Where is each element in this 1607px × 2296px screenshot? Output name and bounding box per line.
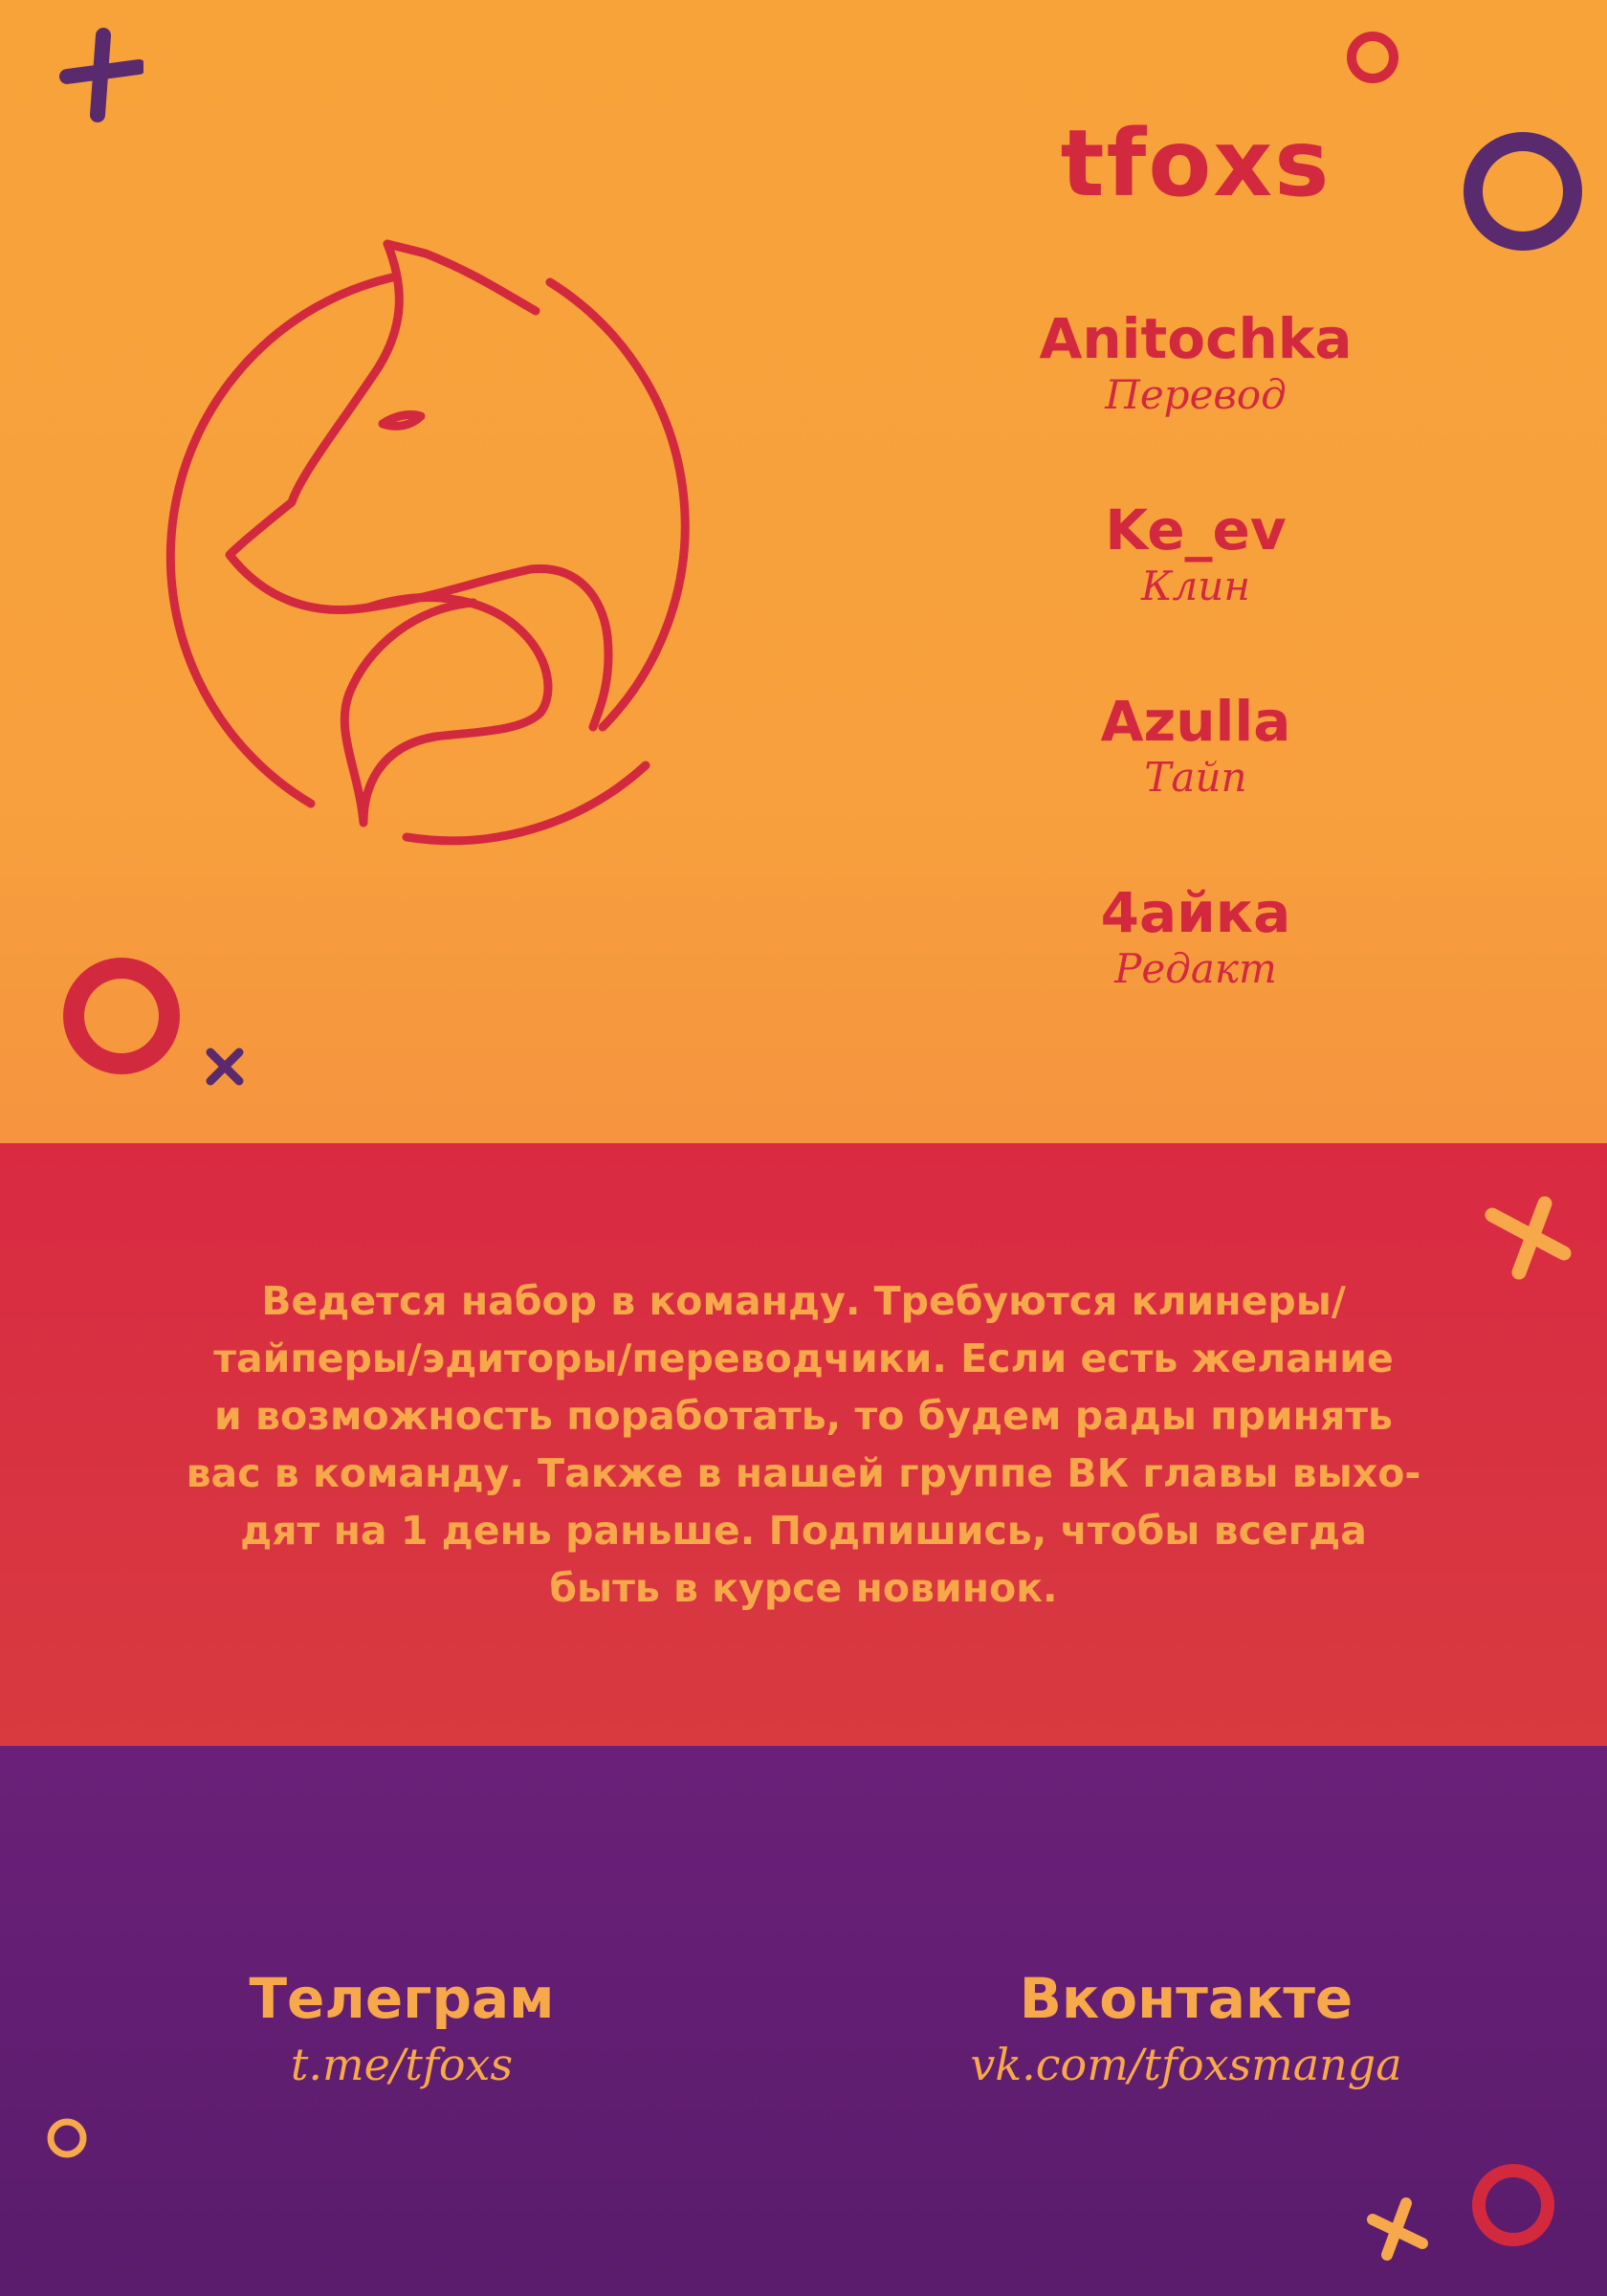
team-member (1004, 497, 1387, 609)
circle-icon (1464, 2157, 1559, 2253)
team-member (1004, 689, 1387, 801)
announcement-line: Ведется набор в команду. Требуются клинеры/ (261, 1278, 1346, 1324)
member-role: Перевод (1105, 371, 1287, 418)
announcement-line: вас в команду. Также в нашей группе ВК главы выхо- (186, 1450, 1421, 1496)
announcement-line: дят на 1 день раньше. Подпишись, чтобы всегда (240, 1508, 1367, 1554)
circle-icon (57, 952, 187, 1081)
circle-icon (43, 2114, 91, 2162)
announcement-line: тайперы/эдиторы/переводчики. Если есть желание (213, 1336, 1394, 1381)
fox-logo-icon (148, 234, 751, 894)
member-name: Anitochka (1039, 306, 1353, 371)
member-name: Azulla (1100, 689, 1291, 754)
plus-icon (48, 24, 143, 124)
cross-icon (1363, 2196, 1430, 2263)
member-role: Редакт (1114, 945, 1277, 992)
cross-icon (201, 1043, 249, 1091)
cross-icon (1483, 1196, 1578, 1282)
announcement-line: быть в курсе новинок. (549, 1565, 1058, 1611)
telegram-link[interactable]: t.me/tfoxs (290, 2039, 514, 2090)
team-member (1004, 880, 1387, 992)
vk-link[interactable]: vk.com/tfoxsmanga (970, 2039, 1402, 2090)
announcement-text (134, 1272, 1473, 1617)
vk-label: Вконтакте (1019, 1966, 1354, 2031)
circle-icon (1459, 129, 1588, 258)
circle-icon (1339, 29, 1406, 96)
member-name: 4айка (1100, 880, 1291, 945)
member-role: Клин (1141, 563, 1250, 609)
announcement-line: и возможность поработать, то будем рады принять (214, 1393, 1393, 1439)
member-role: Тайп (1144, 754, 1247, 801)
member-name: Ke_ev (1105, 497, 1287, 563)
telegram-contact (210, 1966, 593, 2090)
brand-title: tfoxs (1060, 110, 1332, 217)
team-member (1004, 306, 1387, 418)
top-section (0, 0, 1607, 1143)
vk-contact (918, 1966, 1454, 2090)
contacts-section (0, 1746, 1607, 2296)
telegram-label: Телеграм (249, 1966, 555, 2031)
